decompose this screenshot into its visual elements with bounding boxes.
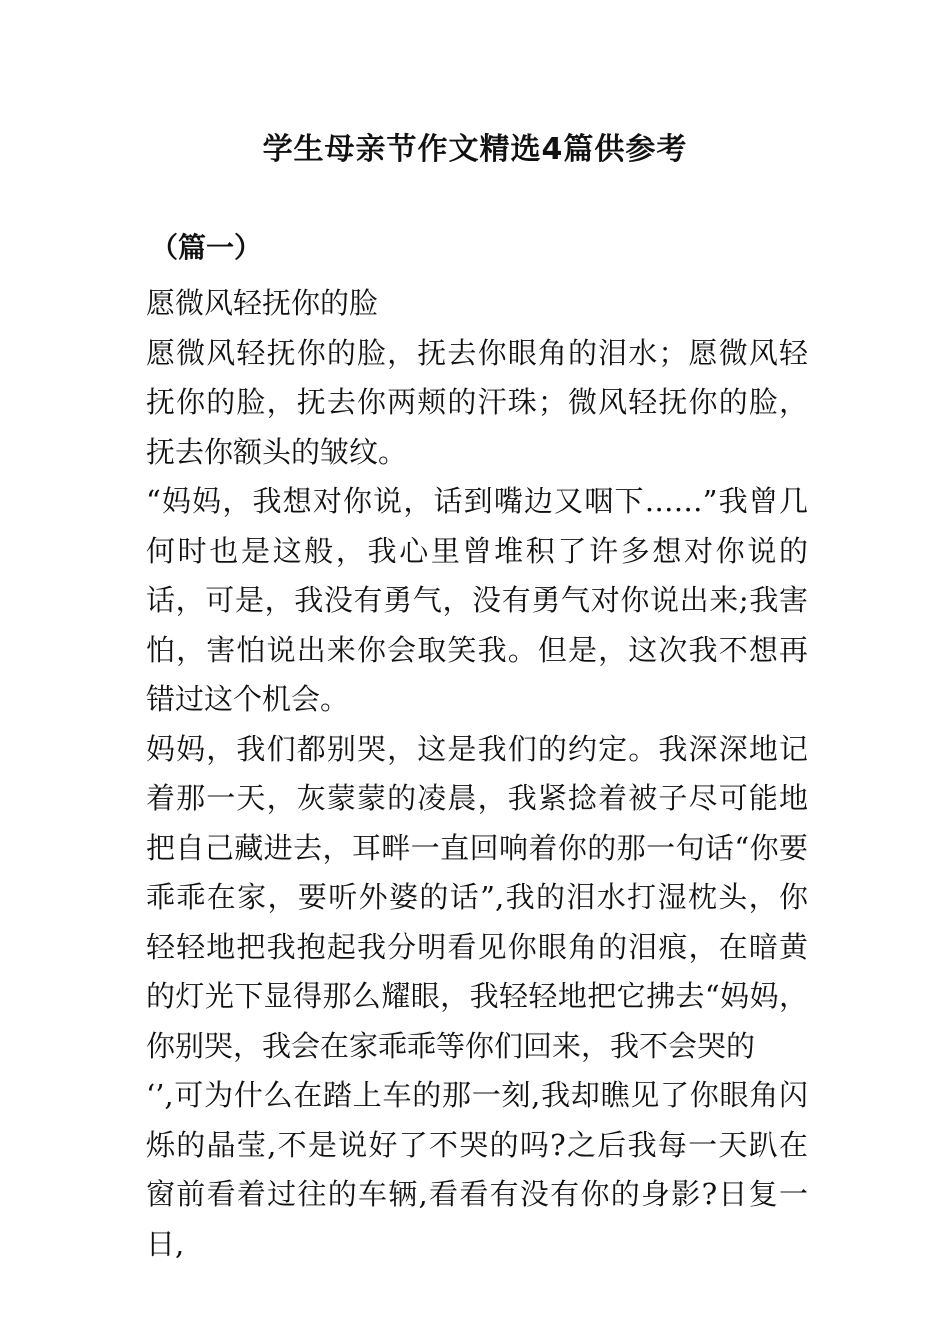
- essay-title: 愿微风轻抚你的脸: [146, 286, 379, 320]
- paragraph-3: 妈妈，我们都别哭，这是我们的约定。我深深地记着那一天，灰蒙蒙的凌晨，我紧捻着被子尽可能地把自己藏进去，耳畔一直回响着你的那一句话“你要乖乖在家，要听外婆的话”,我的泪水打湿枕头，你轻轻地把我抱起我分明看见你眼角的泪痕，在暗黄的灯光下显得那么耀眼，我轻轻地把它拂去“妈妈，你别哭，我会在家乖乖等你们回来，我不会哭的: [146, 731, 808, 1063]
- paragraph-1: 愿微风轻抚你的脸，抚去你眼角的泪水；愿微风轻抚你的脸，抚去你两颊的汗珠；微风轻抚你的脸，抚去你额头的皱纹。: [146, 335, 808, 469]
- section-label: （篇一）: [150, 231, 263, 264]
- paragraph-2: “妈妈，我想对你说，话到嘴边又咽下……”我曾几何时也是这般，我心里曾堆积了许多想对你说的话，可是，我没有勇气，没有勇气对你说出来;我害怕，害怕说出来你会取笑我。但是，这次我不想再错过这个机会。: [146, 484, 808, 716]
- essay-body: [146, 279, 808, 1269]
- paragraph-4: ‘’,可为什么在踏上车的那一刻,我却瞧见了你眼角闪烁的晶莹,不是说好了不哭的吗?之后我每一天趴在窗前看着过往的车辆,看看有没有你的身影?日复一日,: [146, 1078, 808, 1261]
- document-title: 学生母亲节作文精选4篇供参考: [262, 132, 688, 167]
